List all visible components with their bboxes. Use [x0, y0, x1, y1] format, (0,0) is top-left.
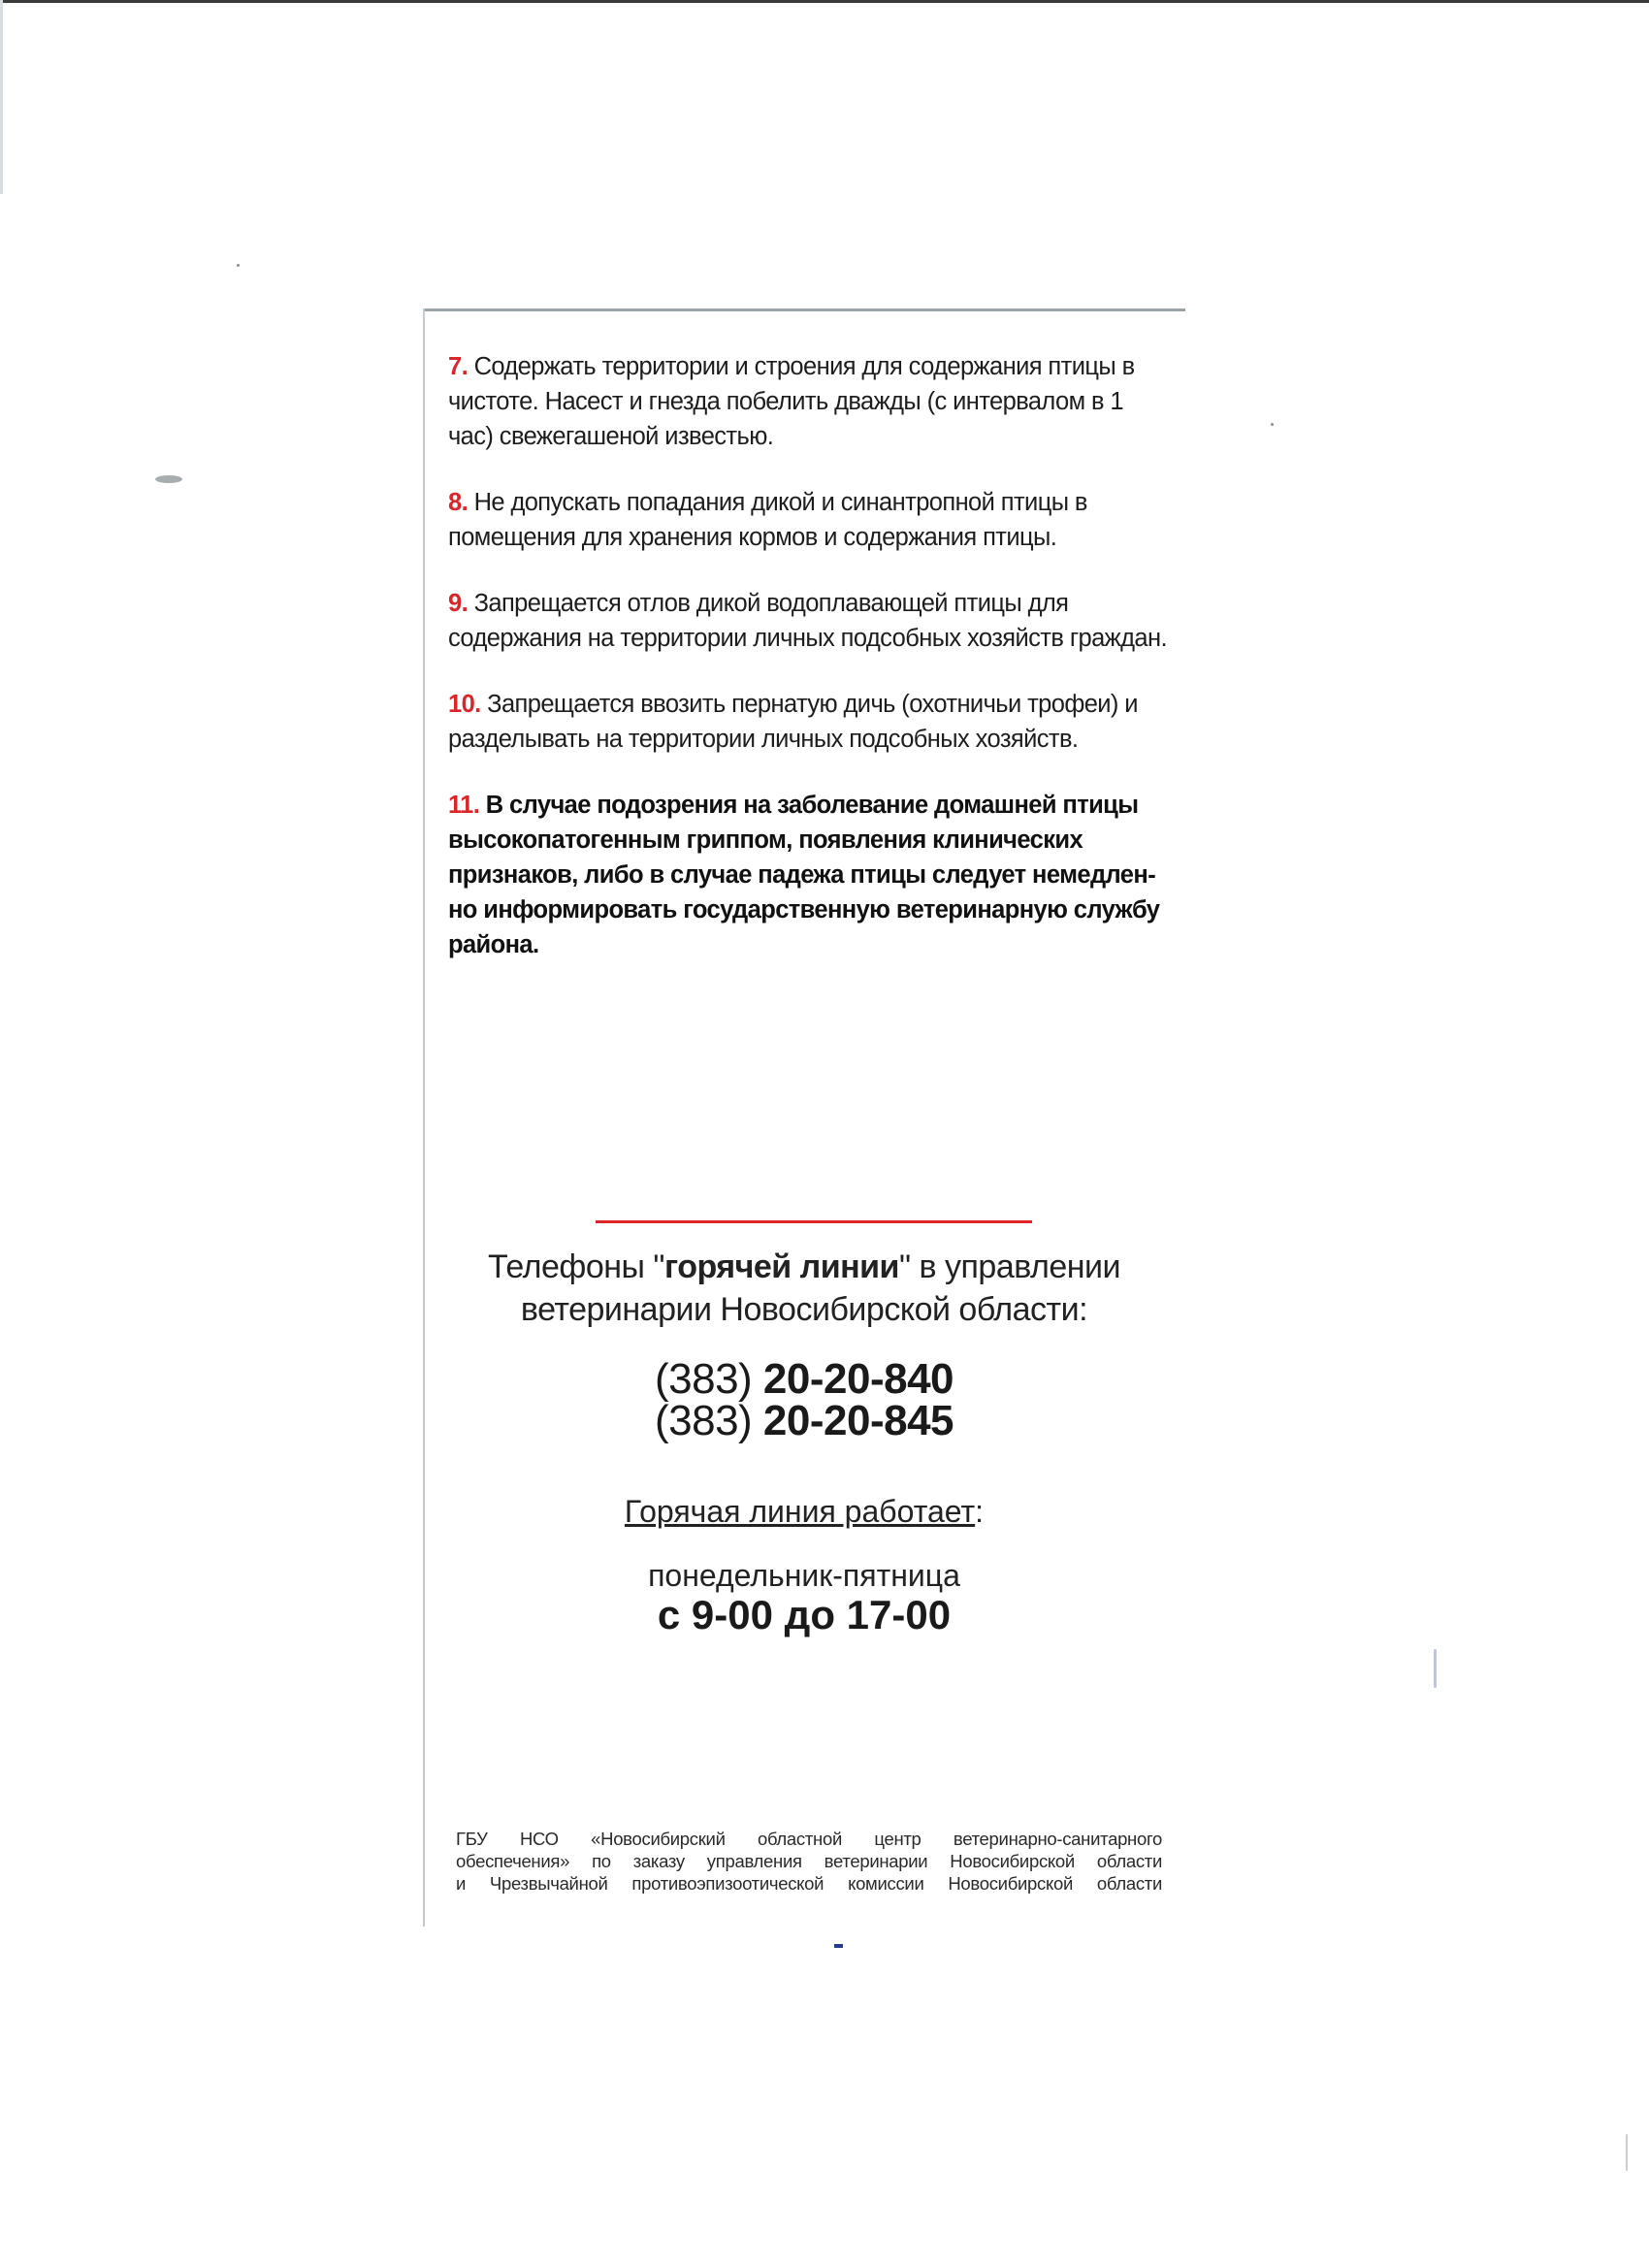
scan-speck: [1434, 1649, 1437, 1688]
phone-code: (383): [654, 1397, 763, 1444]
phone-1: [423, 1355, 1185, 1403]
rule-text: В случае подозрения на заболевание домашней птицы высокопатогенным гриппом, появления клинических признаков, либо в случае падежа птицы следует немедленно информировать государственную ветеринарную службу района.: [448, 792, 1160, 958]
phone-digits: 20-20-840: [762, 1355, 954, 1403]
scan-blue-mark: [834, 1944, 843, 1948]
phone-code: (383): [654, 1355, 763, 1403]
phone-numbers: [423, 1355, 1185, 1444]
hotline-line2: ветеринарии Новосибирской области:: [520, 1291, 1088, 1328]
rule-text: Содержать территории и строения для содержания птицы в чистоте. Насест и гнезда побелить дважды (с интервалом в 1 час) свежегашеной известью.: [448, 353, 1135, 450]
rule-number: 9.: [448, 590, 469, 617]
rule-9: [448, 586, 1170, 656]
schedule-title-colon: :: [975, 1494, 985, 1529]
phone-digits: 20-20-845: [762, 1397, 954, 1444]
schedule-title: [423, 1492, 1185, 1531]
rules-list: [448, 349, 1170, 993]
rule-number: 10.: [448, 691, 481, 718]
rule-10: [448, 687, 1170, 757]
hotline-suffix: " в управлении: [898, 1248, 1121, 1285]
schedule-days: понедельник-пятница: [648, 1558, 960, 1593]
hotline-prefix: Телефоны ": [487, 1248, 664, 1285]
publisher-note: [456, 1828, 1162, 1895]
leaflet-left-border: [423, 308, 425, 1927]
rule-text: Запрещается ввозить пернатую дичь (охотничьи трофеи) и разделывать на территории личных подсобных хозяйств.: [448, 691, 1138, 753]
phone-2: [423, 1397, 1185, 1444]
rule-11: [448, 788, 1170, 962]
rule-number: 7.: [448, 353, 469, 380]
scan-speck: [237, 264, 240, 267]
scan-speck: [155, 475, 182, 483]
rule-8: [448, 485, 1170, 555]
rule-number: 11.: [448, 792, 480, 819]
scan-speck: [1271, 423, 1274, 426]
scan-top-edge: [0, 0, 1649, 3]
hotline-strong: горячей линии: [663, 1248, 899, 1285]
red-divider: [596, 1220, 1032, 1223]
scan-speck: [1626, 2134, 1628, 2171]
leaflet-top-border: [423, 308, 1185, 311]
schedule-title-text: Горячая линия работает: [624, 1494, 976, 1529]
schedule-hours: с 9-00 до 17-00: [657, 1592, 952, 1637]
publisher-line-2: обеспечения» по заказу управления ветеринарии Новосибирской области: [456, 1851, 1162, 1871]
leaflet-panel: [423, 308, 1185, 1927]
publisher-line-3: и Чрезвычайной противоэпизоотической комиссии Новосибирской области: [456, 1873, 1162, 1894]
rule-number: 8.: [448, 489, 469, 516]
rule-text: Не допускать попадания дикой и синантропной птицы в помещения для хранения кормов и содержания птицы.: [448, 489, 1087, 551]
scan-left-edge: [0, 0, 3, 194]
rule-text: Запрещается отлов дикой водоплавающей птицы для содержания на территории личных подсобных хозяйств граждан.: [448, 590, 1167, 652]
hotline-heading: [423, 1246, 1185, 1331]
publisher-line-1: ГБУ НСО «Новосибирский областной центр ветеринарно-санитарного: [456, 1829, 1162, 1849]
rule-7: [448, 349, 1170, 454]
